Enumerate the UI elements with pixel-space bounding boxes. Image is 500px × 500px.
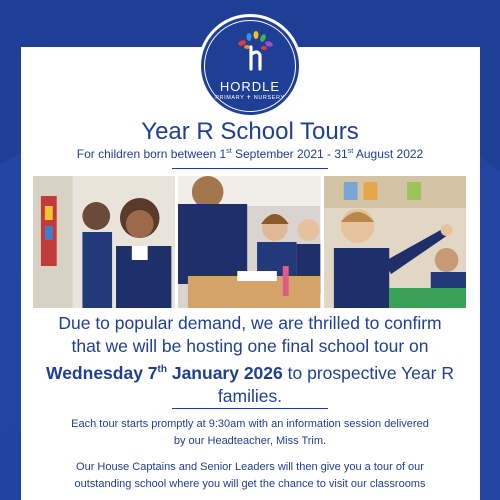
photo-strip	[33, 176, 466, 308]
logo-school-subtitle: PRIMARY ✝ NURSERY	[215, 95, 285, 101]
eligibility-subtitle: For children born between 1st September 2021 - 31st August 2022	[76, 147, 424, 161]
tree-logo-icon	[233, 31, 277, 71]
photo-pupil-pointing	[324, 176, 466, 308]
logo-school-name: HORDLE	[219, 79, 281, 94]
tour-info-paragraph: Each tour starts promptly at 9:30am with an information session delivered by our Headteacher, Miss Trim.	[71, 418, 429, 447]
announcement-headline: Due to popular demand, we are thrilled to confirm that we will be hosting one final school tour on Wednesday 7th January 2026 to prospective Year R families.	[46, 313, 454, 406]
tour-details-paragraph: Our House Captains and Senior Leaders will then give you a tour of our outstanding school where you will get the chance to visit our classrooms	[74, 461, 426, 490]
headline-divider	[172, 408, 328, 409]
photo-pupils-classroom	[33, 176, 175, 308]
logo-ring	[204, 20, 296, 112]
title-divider	[172, 168, 328, 169]
page-title: Year R School Tours	[141, 118, 359, 145]
photo-pupils-activity	[178, 176, 320, 308]
school-logo	[198, 14, 302, 118]
